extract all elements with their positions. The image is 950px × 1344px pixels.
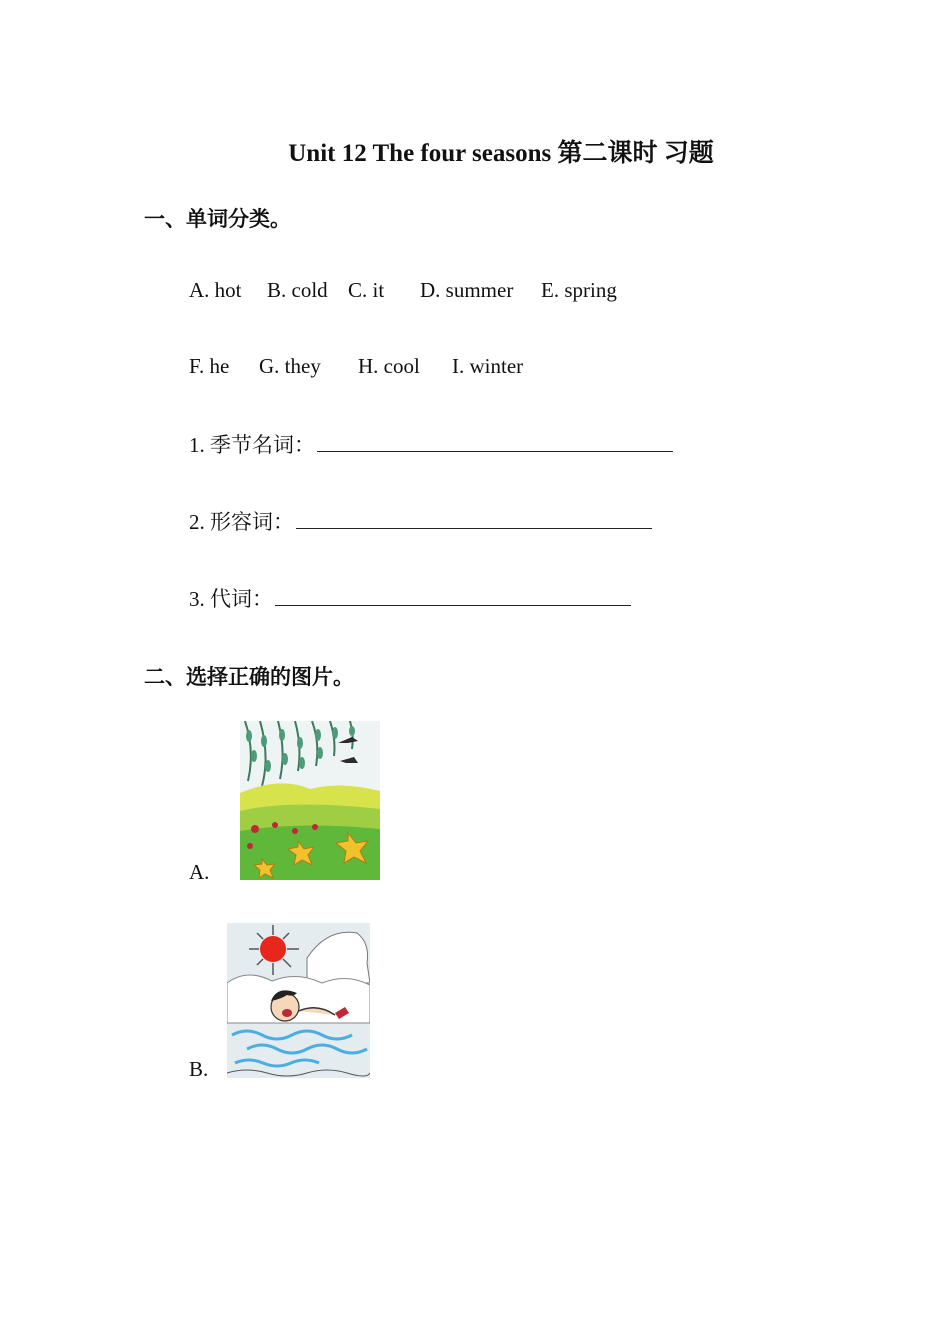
answer-blank-1[interactable] (317, 431, 673, 452)
question-3 (189, 583, 631, 613)
answer-blank-3[interactable] (275, 585, 631, 606)
question-2-label: 2. 形容词： (189, 510, 294, 534)
option-c: C. it (348, 278, 385, 302)
option-i: I. winter (452, 354, 524, 378)
question-3-label: 3. 代词： (189, 587, 273, 611)
option-a: A. hot (189, 278, 242, 302)
section-1-heading: 一、单词分类。 (144, 207, 291, 231)
answer-blank-2[interactable] (296, 508, 652, 529)
choice-a-label: A. (189, 860, 210, 884)
choice-b-label: B. (189, 1057, 209, 1081)
option-e: E. spring (541, 278, 617, 302)
option-g: G. they (259, 354, 321, 378)
option-d: D. summer (420, 278, 514, 302)
question-1-label: 1. 季节名词： (189, 433, 315, 457)
options-row-1 (0, 278, 950, 308)
options-row-2 (0, 354, 950, 384)
option-b: B. cold (267, 278, 328, 302)
option-f: F. he (189, 354, 230, 378)
option-h: H. cool (358, 354, 420, 378)
section-2-heading: 二、选择正确的图片。 (144, 665, 354, 689)
summer-swim-icon[interactable] (227, 923, 370, 1078)
spring-scene-icon[interactable] (240, 721, 380, 880)
page-title: Unit 12 The four seasons 第二课时 习题 (288, 140, 714, 167)
question-1 (189, 429, 673, 459)
question-2 (189, 506, 652, 536)
